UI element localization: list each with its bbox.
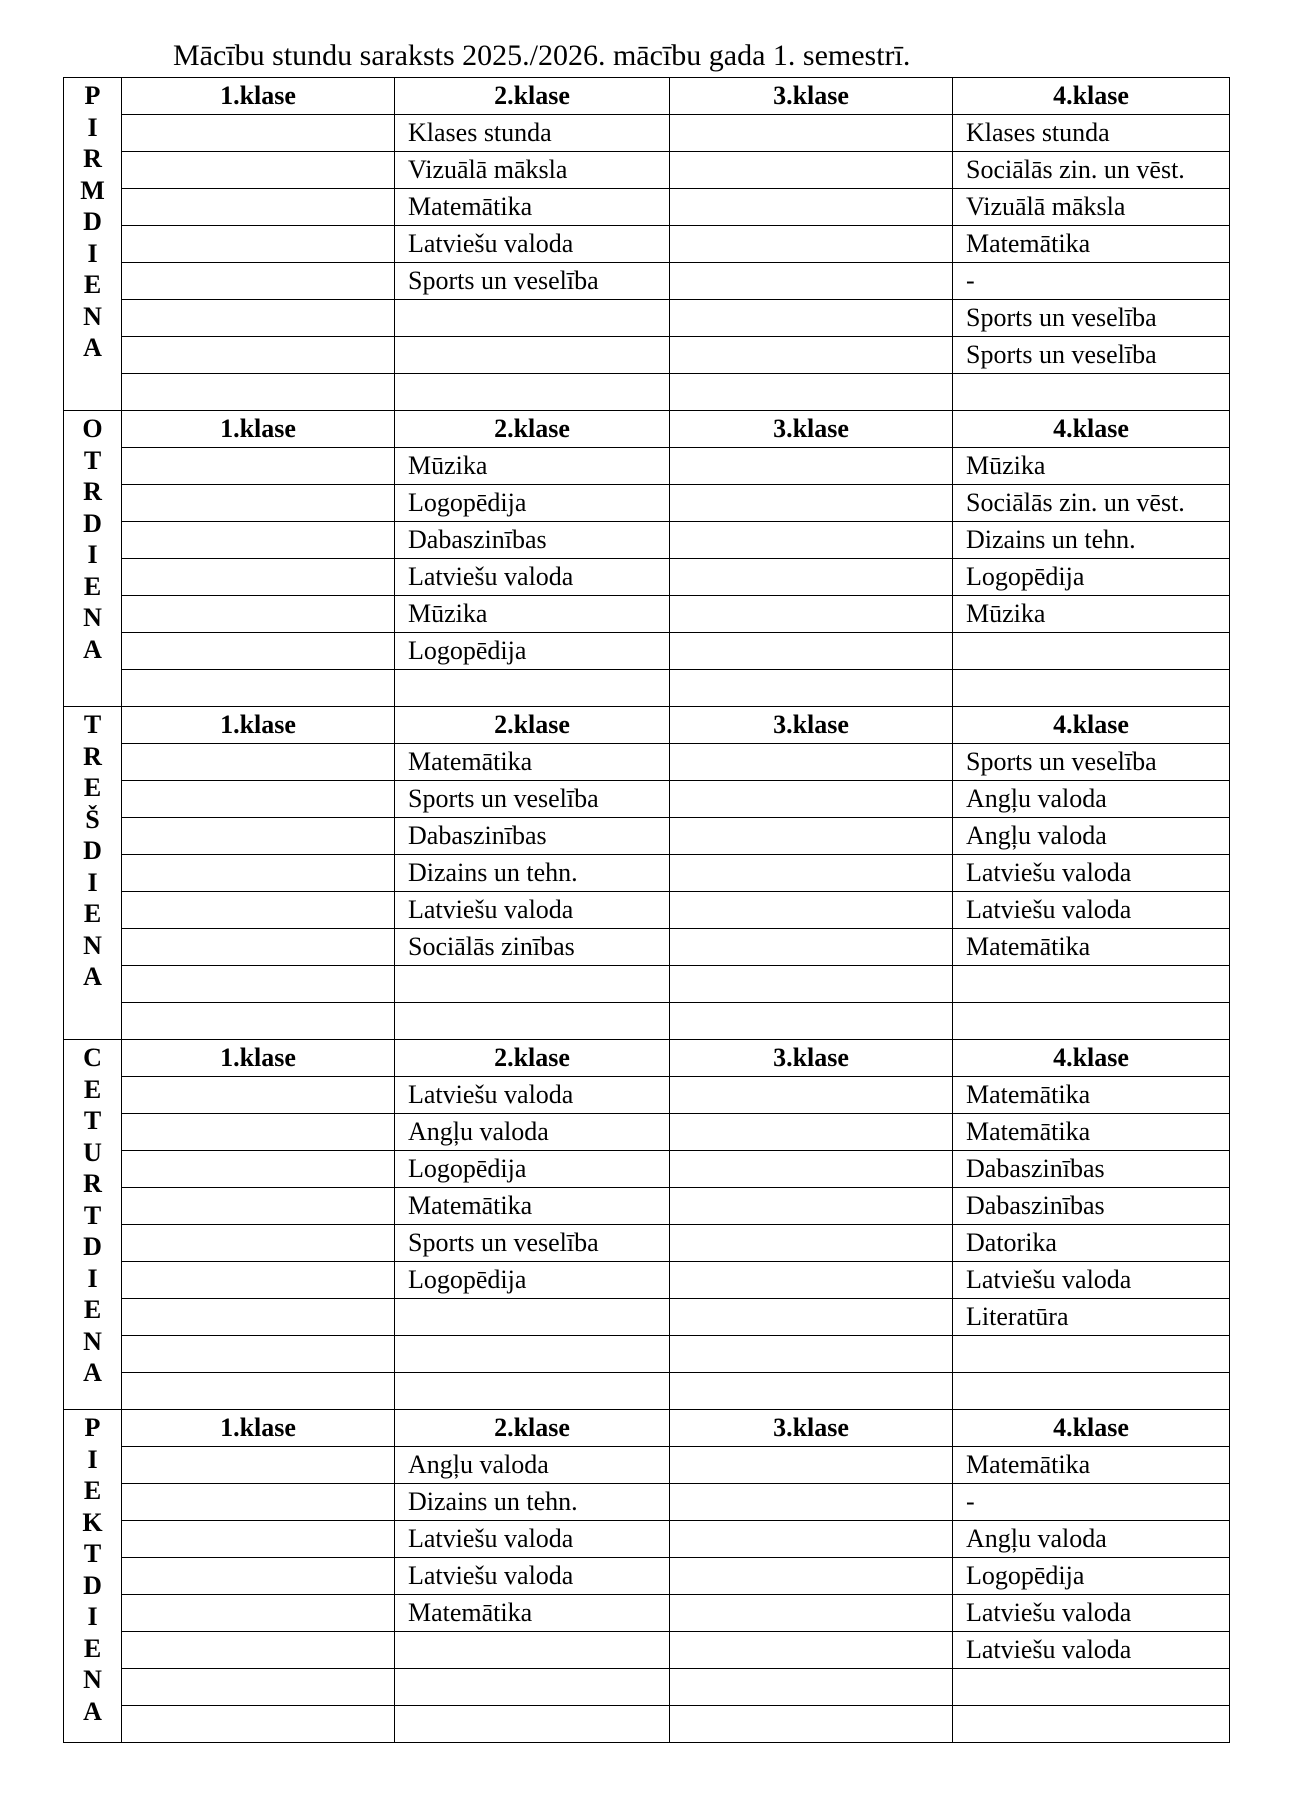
- lesson-cell-class-3: [670, 1558, 953, 1595]
- lesson-cell-class-4: Sports un veselība: [953, 337, 1230, 374]
- lesson-cell-class-2: [395, 1336, 670, 1373]
- day-name-letter: E: [83, 1476, 102, 1505]
- lesson-cell-class-4: Logopēdija: [953, 1558, 1230, 1595]
- lesson-row: [64, 1484, 1230, 1521]
- lesson-cell-class-2: Latviešu valoda: [395, 1521, 670, 1558]
- lesson-cell-class-2: [395, 337, 670, 374]
- lesson-cell-class-2: Angļu valoda: [395, 1114, 670, 1151]
- day-header-row: [64, 1040, 1230, 1077]
- lesson-cell-class-2: Dizains un tehn.: [395, 855, 670, 892]
- lesson-cell-class-2: [395, 300, 670, 337]
- lesson-cell-class-1: [122, 374, 395, 411]
- lesson-cell-class-1: [122, 263, 395, 300]
- lesson-cell-class-1: [122, 1336, 395, 1373]
- lesson-cell-class-2: Sports un veselība: [395, 781, 670, 818]
- lesson-cell-class-3: [670, 633, 953, 670]
- lesson-cell-class-4: Sports un veselība: [953, 744, 1230, 781]
- lesson-row: [64, 300, 1230, 337]
- lesson-cell-class-1: [122, 1706, 395, 1743]
- day-name-vertical: [64, 78, 121, 364]
- lesson-cell-class-1: [122, 781, 395, 818]
- lesson-cell-class-2: Matemātika: [395, 744, 670, 781]
- schedule-table: [63, 77, 1230, 1743]
- lesson-cell-class-3: [670, 1003, 953, 1040]
- lesson-cell-class-3: [670, 1077, 953, 1114]
- lesson-row: [64, 1521, 1230, 1558]
- lesson-cell-class-3: [670, 1521, 953, 1558]
- lesson-cell-class-4: Angļu valoda: [953, 818, 1230, 855]
- lesson-cell-class-1: [122, 485, 395, 522]
- lesson-cell-class-4: Dabaszinības: [953, 1151, 1230, 1188]
- lesson-cell-class-4: Latviešu valoda: [953, 892, 1230, 929]
- lesson-cell-class-2: Vizuālā māksla: [395, 152, 670, 189]
- day-header-row: [64, 411, 1230, 448]
- lesson-cell-class-4: Matemātika: [953, 1077, 1230, 1114]
- lesson-cell-class-3: [670, 1484, 953, 1521]
- day-name-letter: I: [87, 540, 98, 569]
- lesson-row: [64, 744, 1230, 781]
- lesson-cell-class-3: [670, 485, 953, 522]
- lesson-cell-class-4: Angļu valoda: [953, 1521, 1230, 1558]
- day-name-letter: N: [83, 301, 102, 331]
- day-name-cell: [64, 707, 122, 1040]
- lesson-cell-class-4: [953, 374, 1230, 411]
- lesson-cell-class-2: Latviešu valoda: [395, 226, 670, 263]
- lesson-cell-class-4: Latviešu valoda: [953, 855, 1230, 892]
- day-name-letter: R: [83, 477, 102, 506]
- lesson-cell-class-1: [122, 892, 395, 929]
- lesson-cell-class-1: [122, 1003, 395, 1040]
- lesson-cell-class-2: Dabaszinības: [395, 522, 670, 559]
- lesson-row: [64, 1595, 1230, 1632]
- day-name-letter: A: [83, 962, 102, 991]
- day-name-letter: I: [87, 112, 98, 142]
- class-header-4: 4.klase: [953, 78, 1230, 115]
- lesson-cell-class-3: [670, 1114, 953, 1151]
- lesson-row: [64, 1114, 1230, 1151]
- lesson-cell-class-4: [953, 1003, 1230, 1040]
- lesson-row: [64, 559, 1230, 596]
- class-header-1: 1.klase: [122, 78, 395, 115]
- lesson-cell-class-4: Dizains un tehn.: [953, 522, 1230, 559]
- class-header-1: 1.klase: [122, 1040, 395, 1077]
- lesson-cell-class-4: [953, 1373, 1230, 1410]
- day-name-letter: A: [83, 1696, 102, 1726]
- day-header-row: [64, 707, 1230, 744]
- lesson-cell-class-3: [670, 226, 953, 263]
- lesson-cell-class-3: [670, 448, 953, 485]
- lesson-cell-class-1: [122, 1558, 395, 1595]
- class-header-2: 2.klase: [395, 78, 670, 115]
- lesson-cell-class-2: Sports un veselība: [395, 1225, 670, 1262]
- lesson-row: [64, 1336, 1230, 1373]
- lesson-cell-class-4: Matemātika: [953, 1447, 1230, 1484]
- day-name-letter: O: [82, 414, 103, 443]
- lesson-cell-class-1: [122, 744, 395, 781]
- day-name-vertical: [64, 411, 121, 665]
- lesson-cell-class-4: Dabaszinības: [953, 1188, 1230, 1225]
- lesson-row: [64, 1003, 1230, 1040]
- lesson-cell-class-1: [122, 1114, 395, 1151]
- lesson-cell-class-2: [395, 1373, 670, 1410]
- lesson-cell-class-1: [122, 1521, 395, 1558]
- lesson-cell-class-3: [670, 337, 953, 374]
- lesson-cell-class-1: [122, 1373, 395, 1410]
- lesson-cell-class-2: Latviešu valoda: [395, 559, 670, 596]
- day-name-letter: U: [83, 1137, 102, 1167]
- lesson-row: [64, 522, 1230, 559]
- lesson-cell-class-2: Matemātika: [395, 189, 670, 226]
- class-header-3: 3.klase: [670, 1410, 953, 1447]
- day-name-letter: I: [87, 238, 98, 268]
- lesson-cell-class-2: Angļu valoda: [395, 1447, 670, 1484]
- day-name-letter: T: [83, 1539, 102, 1568]
- lesson-cell-class-1: [122, 226, 395, 263]
- lesson-cell-class-1: [122, 1077, 395, 1114]
- lesson-cell-class-1: [122, 448, 395, 485]
- lesson-cell-class-3: [670, 263, 953, 300]
- lesson-cell-class-2: Dabaszinības: [395, 818, 670, 855]
- lesson-cell-class-1: [122, 1669, 395, 1706]
- lesson-cell-class-4: [953, 1336, 1230, 1373]
- lesson-cell-class-1: [122, 1484, 395, 1521]
- lesson-cell-class-3: [670, 1151, 953, 1188]
- day-name-letter: D: [83, 1570, 102, 1600]
- lesson-row: [64, 1558, 1230, 1595]
- day-name-letter: M: [80, 175, 105, 205]
- lesson-cell-class-2: Latviešu valoda: [395, 892, 670, 929]
- lesson-row: [64, 892, 1230, 929]
- lesson-cell-class-2: Logopēdija: [395, 1151, 670, 1188]
- lesson-cell-class-1: [122, 300, 395, 337]
- day-name-letter: E: [83, 773, 102, 802]
- day-name-letter: K: [82, 1507, 103, 1537]
- class-header-3: 3.klase: [670, 1040, 953, 1077]
- lesson-cell-class-1: [122, 1447, 395, 1484]
- lesson-cell-class-4: Latviešu valoda: [953, 1595, 1230, 1632]
- day-name-cell: [64, 1040, 122, 1410]
- class-header-3: 3.klase: [670, 707, 953, 744]
- lesson-row: [64, 1151, 1230, 1188]
- lesson-cell-class-4: Latviešu valoda: [953, 1262, 1230, 1299]
- day-name-letter: E: [83, 270, 102, 299]
- lesson-cell-class-2: [395, 1003, 670, 1040]
- lesson-cell-class-2: Logopēdija: [395, 633, 670, 670]
- day-name-letter: R: [83, 144, 102, 173]
- day-name-cell: [64, 78, 122, 411]
- day-name-letter: E: [83, 1074, 102, 1104]
- day-name-letter: D: [83, 508, 102, 538]
- lesson-cell-class-3: [670, 1373, 953, 1410]
- lesson-cell-class-2: [395, 966, 670, 1003]
- day-name-letter: A: [83, 333, 102, 362]
- lesson-cell-class-3: [670, 929, 953, 966]
- lesson-cell-class-1: [122, 1632, 395, 1669]
- lesson-cell-class-1: [122, 670, 395, 707]
- lesson-cell-class-4: [953, 966, 1230, 1003]
- day-name-letter: R: [83, 741, 102, 771]
- lesson-cell-class-2: Mūzika: [395, 448, 670, 485]
- day-name-vertical: [64, 1410, 121, 1727]
- day-name-letter: D: [83, 836, 102, 865]
- lesson-row: [64, 115, 1230, 152]
- lesson-row: [64, 929, 1230, 966]
- class-header-4: 4.klase: [953, 1040, 1230, 1077]
- lesson-cell-class-1: [122, 522, 395, 559]
- lesson-cell-class-3: [670, 1706, 953, 1743]
- lesson-cell-class-2: [395, 1299, 670, 1336]
- lesson-cell-class-4: [953, 1706, 1230, 1743]
- lesson-cell-class-2: Logopēdija: [395, 1262, 670, 1299]
- lesson-row: [64, 1225, 1230, 1262]
- lesson-cell-class-2: Mūzika: [395, 596, 670, 633]
- lesson-cell-class-3: [670, 818, 953, 855]
- lesson-cell-class-1: [122, 559, 395, 596]
- day-name-vertical: [64, 1040, 121, 1389]
- day-name-letter: I: [87, 1263, 98, 1293]
- lesson-row: [64, 1262, 1230, 1299]
- lesson-cell-class-3: [670, 115, 953, 152]
- lesson-cell-class-4: Mūzika: [953, 596, 1230, 633]
- lesson-row: [64, 226, 1230, 263]
- class-header-2: 2.klase: [395, 411, 670, 448]
- lesson-row: [64, 263, 1230, 300]
- day-name-letter: E: [83, 899, 102, 928]
- day-name-letter: E: [83, 1295, 102, 1324]
- lesson-row: [64, 1188, 1230, 1225]
- day-name-letter: C: [83, 1043, 102, 1072]
- class-header-3: 3.klase: [670, 411, 953, 448]
- day-name-letter: T: [83, 1200, 102, 1230]
- day-name-letter: D: [83, 1232, 102, 1261]
- lesson-cell-class-4: Matemātika: [953, 226, 1230, 263]
- lesson-cell-class-1: [122, 1262, 395, 1299]
- lesson-cell-class-4: Datorika: [953, 1225, 1230, 1262]
- lesson-row: [64, 1373, 1230, 1410]
- day-name-letter: N: [83, 930, 102, 960]
- day-name-letter: N: [83, 603, 102, 632]
- day-name-letter: E: [83, 571, 102, 601]
- class-header-1: 1.klase: [122, 411, 395, 448]
- day-name-letter: E: [83, 1633, 102, 1663]
- lesson-cell-class-4: -: [953, 263, 1230, 300]
- lesson-row: [64, 485, 1230, 522]
- lesson-cell-class-1: [122, 929, 395, 966]
- lesson-cell-class-3: [670, 1447, 953, 1484]
- day-name-letter: N: [83, 1665, 102, 1694]
- lesson-cell-class-3: [670, 1188, 953, 1225]
- lesson-row: [64, 670, 1230, 707]
- lesson-row: [64, 152, 1230, 189]
- lesson-cell-class-2: Matemātika: [395, 1595, 670, 1632]
- lesson-cell-class-4: Literatūra: [953, 1299, 1230, 1336]
- lesson-row: [64, 633, 1230, 670]
- day-name-letter: I: [87, 1444, 98, 1474]
- lesson-cell-class-3: [670, 966, 953, 1003]
- lesson-cell-class-2: Klases stunda: [395, 115, 670, 152]
- lesson-cell-class-4: Klases stunda: [953, 115, 1230, 152]
- lesson-cell-class-4: [953, 1669, 1230, 1706]
- day-name-letter: T: [83, 445, 102, 475]
- lesson-cell-class-4: Matemātika: [953, 929, 1230, 966]
- day-name-letter: I: [87, 1602, 98, 1631]
- day-name-vertical: [64, 707, 121, 993]
- lesson-cell-class-4: Matemātika: [953, 1114, 1230, 1151]
- day-header-row: [64, 78, 1230, 115]
- lesson-cell-class-1: [122, 818, 395, 855]
- lesson-cell-class-2: [395, 1632, 670, 1669]
- lesson-row: [64, 1669, 1230, 1706]
- lesson-row: [64, 855, 1230, 892]
- day-name-letter: R: [83, 1169, 102, 1198]
- lesson-cell-class-2: [395, 1706, 670, 1743]
- lesson-cell-class-3: [670, 152, 953, 189]
- day-name-letter: A: [83, 1358, 102, 1387]
- lesson-cell-class-2: Latviešu valoda: [395, 1077, 670, 1114]
- lesson-cell-class-2: Dizains un tehn.: [395, 1484, 670, 1521]
- lesson-cell-class-4: Vizuālā māksla: [953, 189, 1230, 226]
- lesson-cell-class-3: [670, 300, 953, 337]
- lesson-cell-class-3: [670, 781, 953, 818]
- lesson-cell-class-1: [122, 1299, 395, 1336]
- lesson-cell-class-1: [122, 1595, 395, 1632]
- day-name-letter: D: [83, 207, 102, 236]
- day-name-letter: N: [83, 1326, 102, 1356]
- day-name-letter: I: [87, 867, 98, 897]
- lesson-cell-class-4: Sociālās zin. un vēst.: [953, 485, 1230, 522]
- class-header-4: 4.klase: [953, 1410, 1230, 1447]
- class-header-2: 2.klase: [395, 1410, 670, 1447]
- lesson-cell-class-1: [122, 337, 395, 374]
- lesson-cell-class-3: [670, 374, 953, 411]
- lesson-cell-class-1: [122, 115, 395, 152]
- lesson-row: [64, 596, 1230, 633]
- lesson-cell-class-3: [670, 892, 953, 929]
- page-title: Mācību stundu saraksts 2025./2026. mācību gada 1. semestrī.: [173, 39, 911, 72]
- lesson-cell-class-2: Logopēdija: [395, 485, 670, 522]
- class-header-3: 3.klase: [670, 78, 953, 115]
- day-name-letter: P: [84, 81, 101, 110]
- lesson-cell-class-2: [395, 1669, 670, 1706]
- lesson-row: [64, 374, 1230, 411]
- lesson-row: [64, 966, 1230, 1003]
- lesson-cell-class-2: [395, 670, 670, 707]
- lesson-cell-class-1: [122, 966, 395, 1003]
- lesson-cell-class-3: [670, 189, 953, 226]
- lesson-row: [64, 1299, 1230, 1336]
- lesson-cell-class-1: [122, 1225, 395, 1262]
- lesson-cell-class-4: Logopēdija: [953, 559, 1230, 596]
- lesson-row: [64, 1706, 1230, 1743]
- class-header-1: 1.klase: [122, 1410, 395, 1447]
- lesson-cell-class-3: [670, 1595, 953, 1632]
- lesson-row: [64, 337, 1230, 374]
- lesson-cell-class-3: [670, 559, 953, 596]
- day-name-cell: [64, 1410, 122, 1743]
- lesson-cell-class-3: [670, 855, 953, 892]
- lesson-cell-class-1: [122, 152, 395, 189]
- lesson-cell-class-4: [953, 633, 1230, 670]
- lesson-cell-class-4: Sports un veselība: [953, 300, 1230, 337]
- lesson-cell-class-1: [122, 189, 395, 226]
- lesson-row: [64, 189, 1230, 226]
- lesson-cell-class-3: [670, 1669, 953, 1706]
- lesson-cell-class-3: [670, 1632, 953, 1669]
- day-name-letter: T: [83, 710, 102, 739]
- lesson-cell-class-3: [670, 670, 953, 707]
- lesson-cell-class-1: [122, 633, 395, 670]
- lesson-cell-class-4: Angļu valoda: [953, 781, 1230, 818]
- lesson-cell-class-3: [670, 1336, 953, 1373]
- lesson-row: [64, 1077, 1230, 1114]
- day-name-letter: Š: [85, 804, 100, 834]
- lesson-cell-class-1: [122, 596, 395, 633]
- lesson-cell-class-4: [953, 670, 1230, 707]
- class-header-1: 1.klase: [122, 707, 395, 744]
- class-header-4: 4.klase: [953, 411, 1230, 448]
- day-name-letter: A: [83, 634, 102, 664]
- lesson-row: [64, 448, 1230, 485]
- lesson-cell-class-4: Latviešu valoda: [953, 1632, 1230, 1669]
- class-header-2: 2.klase: [395, 707, 670, 744]
- lesson-cell-class-2: Matemātika: [395, 1188, 670, 1225]
- day-name-letter: P: [84, 1413, 101, 1442]
- lesson-cell-class-3: [670, 522, 953, 559]
- lesson-cell-class-3: [670, 1225, 953, 1262]
- lesson-cell-class-3: [670, 744, 953, 781]
- day-name-cell: [64, 411, 122, 707]
- lesson-cell-class-3: [670, 596, 953, 633]
- lesson-cell-class-1: [122, 1188, 395, 1225]
- lesson-cell-class-2: Latviešu valoda: [395, 1558, 670, 1595]
- lesson-row: [64, 1632, 1230, 1669]
- lesson-cell-class-1: [122, 1151, 395, 1188]
- lesson-cell-class-2: Sports un veselība: [395, 263, 670, 300]
- day-header-row: [64, 1410, 1230, 1447]
- class-header-2: 2.klase: [395, 1040, 670, 1077]
- lesson-cell-class-3: [670, 1299, 953, 1336]
- lesson-cell-class-4: -: [953, 1484, 1230, 1521]
- lesson-cell-class-2: [395, 374, 670, 411]
- lesson-cell-class-4: Sociālās zin. un vēst.: [953, 152, 1230, 189]
- lesson-row: [64, 781, 1230, 818]
- day-name-letter: T: [83, 1106, 102, 1135]
- lesson-cell-class-4: Mūzika: [953, 448, 1230, 485]
- lesson-row: [64, 818, 1230, 855]
- lesson-row: [64, 1447, 1230, 1484]
- lesson-cell-class-2: Sociālās zinības: [395, 929, 670, 966]
- lesson-cell-class-3: [670, 1262, 953, 1299]
- lesson-cell-class-1: [122, 855, 395, 892]
- class-header-4: 4.klase: [953, 707, 1230, 744]
